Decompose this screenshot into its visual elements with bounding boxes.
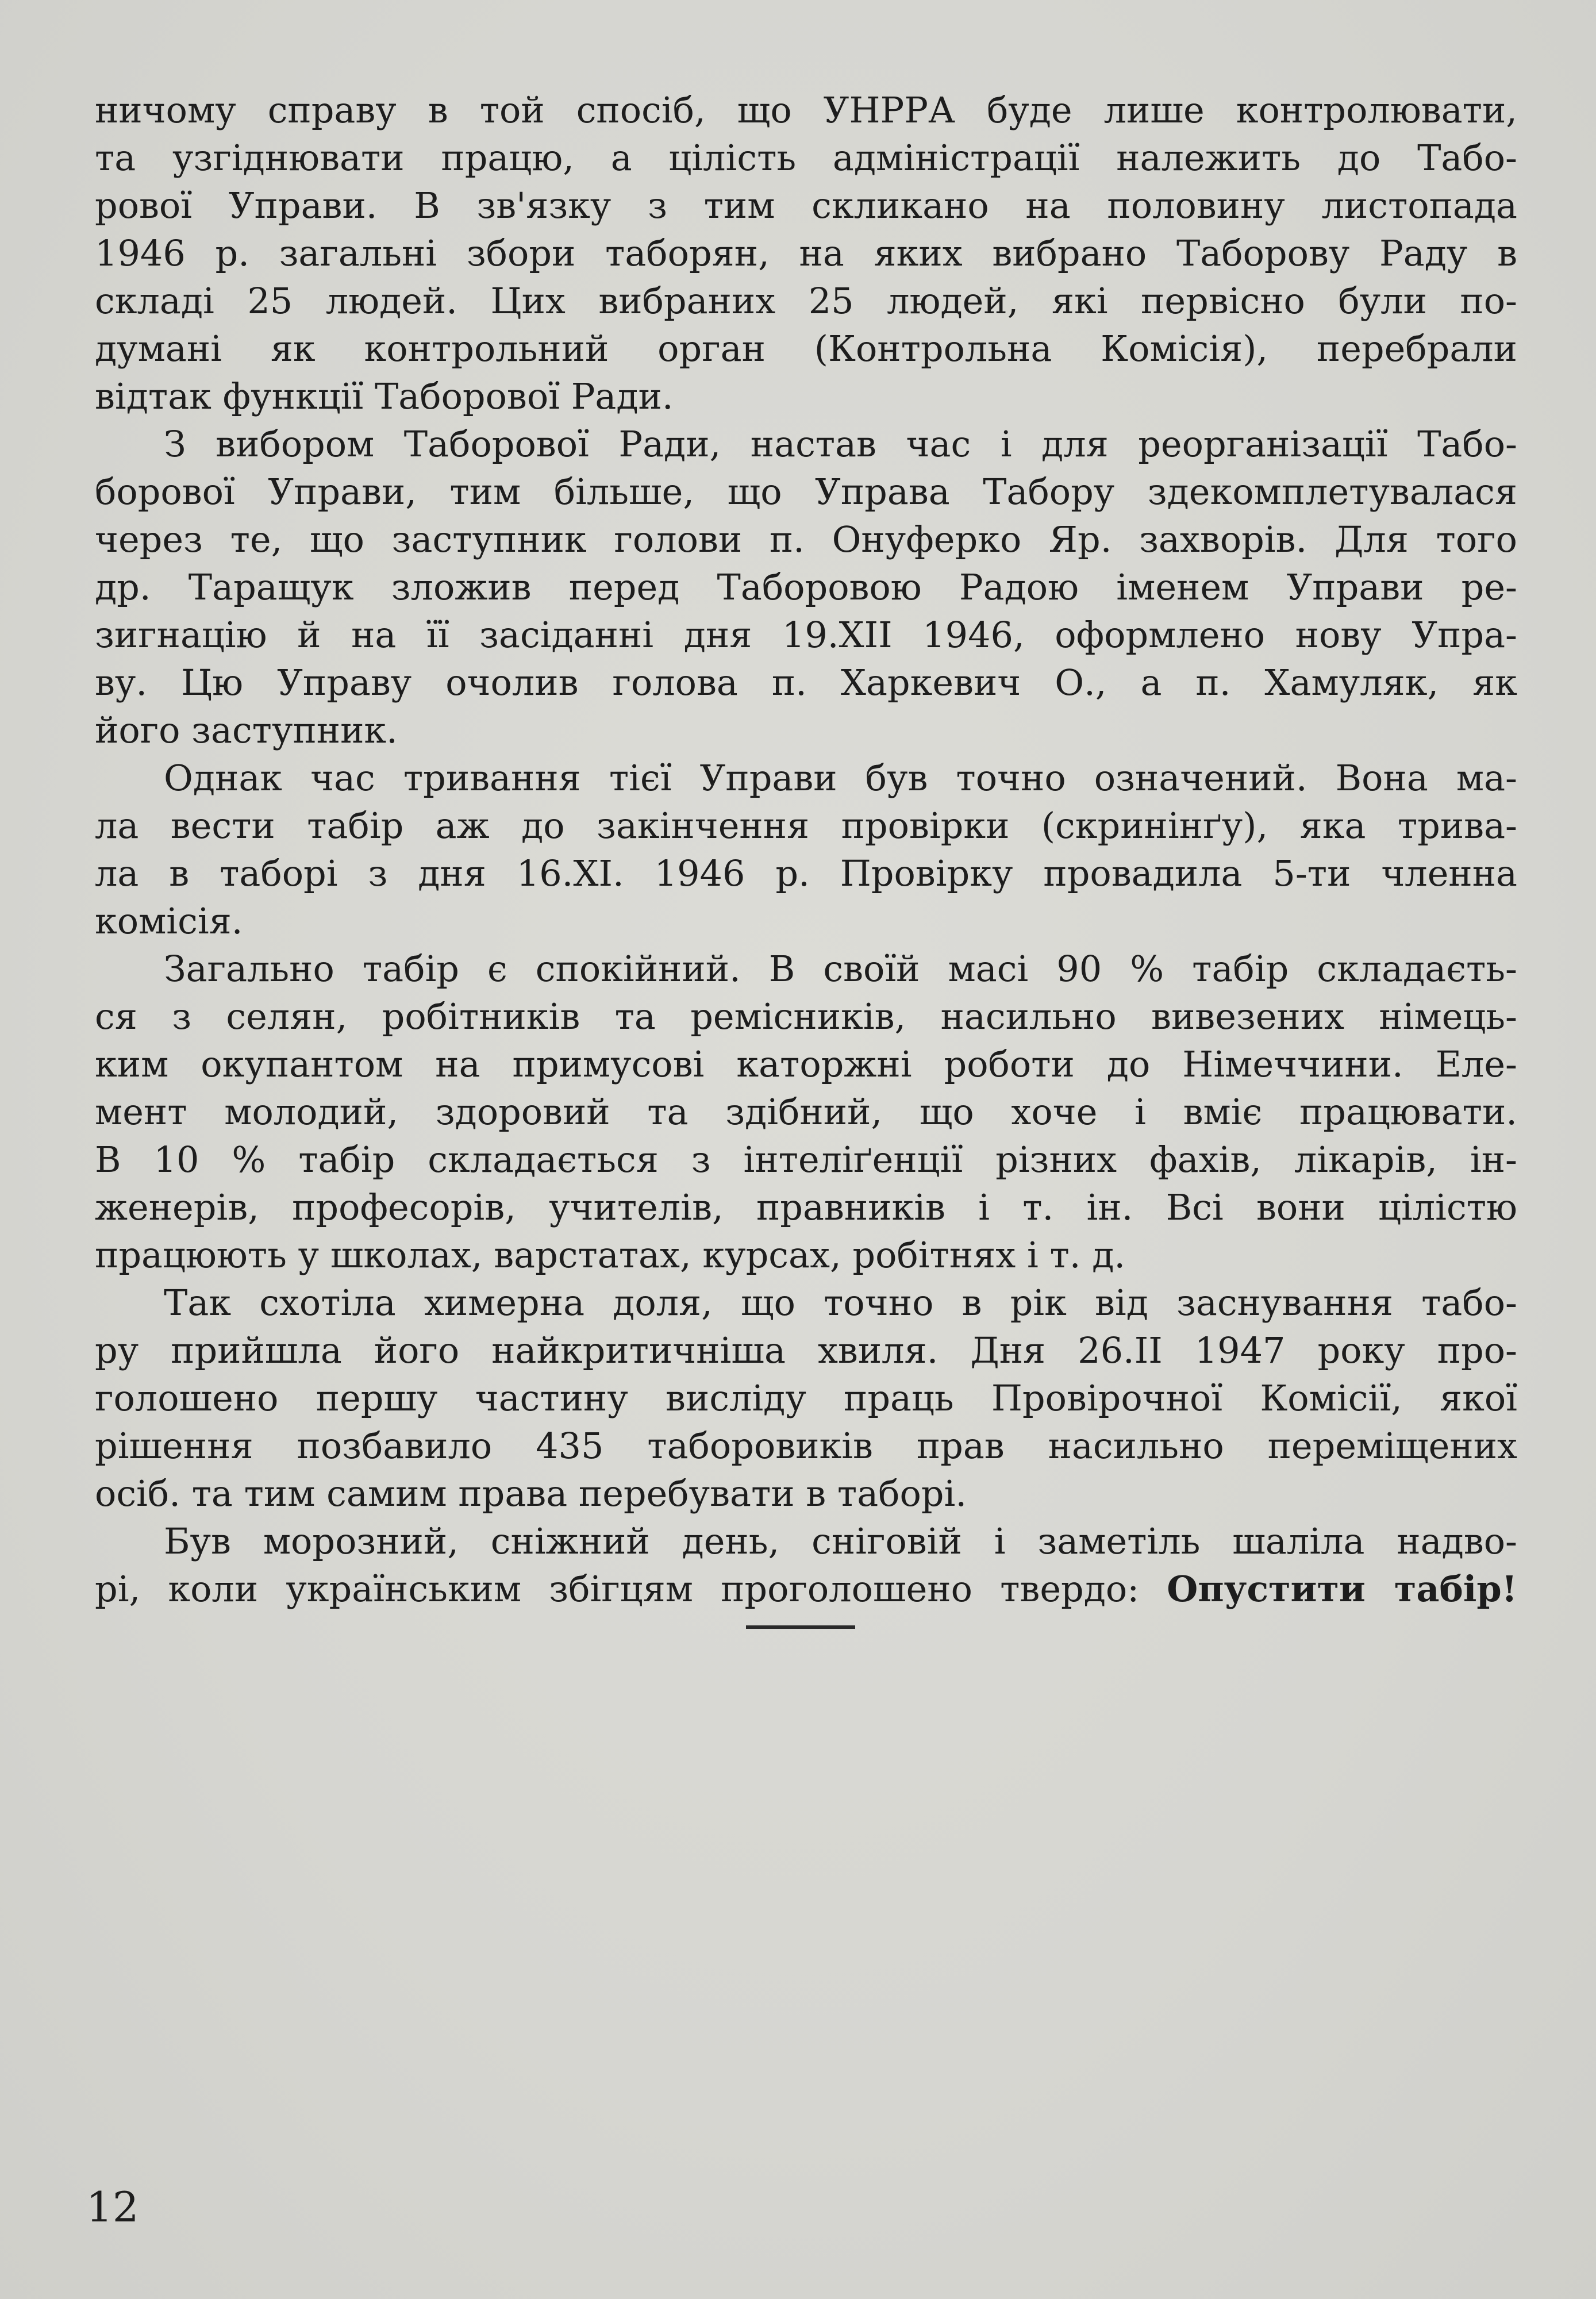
text-line-start: рі, коли українським збігцям проголошено твердо: bbox=[95, 1568, 1140, 1610]
text-line: ву. Цю Управу очолив голова п. Харкевич О., а п. Хамуляк, як bbox=[95, 662, 1517, 703]
text-line: зигнацію й на її засіданні дня 19.XII 1946, оформлено нову Упра- bbox=[95, 614, 1517, 656]
section-end-rule bbox=[746, 1625, 855, 1629]
paragraph bbox=[95, 420, 1517, 754]
text-line: 1946 р. загальні збори таборян, на яких вибрано Таборову Раду в bbox=[95, 232, 1517, 274]
text-line: ким окупантом на примусові каторжні роботи до Німеччини. Еле- bbox=[95, 1043, 1517, 1085]
text-line: ся з селян, робітників та ремісників, насильно вивезених німець- bbox=[95, 995, 1517, 1037]
text-line: борової Управи, тим більше, що Управа Табору здекомплетувалася bbox=[95, 471, 1517, 513]
text-line: рової Управи. В зв'язку з тим скликано на половину листопада bbox=[95, 184, 1517, 226]
text-line: ла в таборі з дня 16.XI. 1946 р. Провірку провадила 5-ти членна bbox=[95, 852, 1517, 894]
text-line: осіб. та тим самим права перебувати в таборі. bbox=[95, 1473, 967, 1514]
text-line: через те, що заступник голови п. Онуферко Яр. захворів. Для того bbox=[95, 518, 1517, 560]
text-line: відтак функції Таборової Ради. bbox=[95, 375, 674, 417]
body-text bbox=[95, 86, 1517, 1613]
closing-exclamation: Опустити табір! bbox=[1167, 1568, 1517, 1610]
paragraph bbox=[95, 86, 1517, 420]
paragraph bbox=[95, 1517, 1517, 1613]
text-line: В 10 % табір складається з інтеліґенції різних фахів, лікарів, ін- bbox=[95, 1139, 1517, 1181]
text-line: Був морозний, сніжний день, сніговій і заметіль шаліла надво- bbox=[164, 1520, 1517, 1562]
text-line: та узгіднювати працю, а цілість адміністрації належить до Табо- bbox=[95, 137, 1517, 179]
text-line bbox=[95, 1565, 1517, 1613]
text-line: складі 25 людей. Цих вибраних 25 людей, які первісно були по- bbox=[95, 280, 1517, 322]
text-line: ла вести табір аж до закінчення провірки (скринінґу), яка трива- bbox=[95, 805, 1517, 847]
text-line: працюють у школах, варстатах, курсах, робітнях і т. д. bbox=[95, 1234, 1126, 1276]
page-number: 12 bbox=[86, 2183, 139, 2231]
paragraph bbox=[95, 945, 1517, 1279]
text-line: голошено першу частину висліду праць Провірочної Комісії, якої bbox=[95, 1377, 1517, 1419]
paragraph bbox=[95, 754, 1517, 945]
text-line: думані як контрольний орган (Контрольна Комісія), перебрали bbox=[95, 328, 1517, 370]
text-line: др. Таращук зложив перед Таборовою Радою іменем Управи ре- bbox=[95, 566, 1517, 608]
text-line: ру прийшла його найкритичніша хвиля. Дня 26.II 1947 року про- bbox=[95, 1329, 1517, 1371]
text-line: женерів, професорів, учителів, правників і т. ін. Всі вони цілістю bbox=[95, 1186, 1517, 1228]
text-line: рішення позбавило 435 таборовиків прав насильно переміщених bbox=[95, 1425, 1517, 1467]
text-line: З вибором Таборової Ради, настав час і для реорганізації Табо- bbox=[164, 423, 1517, 465]
text-line: Однак час тривання тієї Управи був точно означений. Вона ма- bbox=[164, 757, 1517, 799]
text-line: мент молодий, здоровий та здібний, що хоче і вміє працювати. bbox=[95, 1091, 1517, 1133]
paragraph bbox=[95, 1279, 1517, 1517]
text-line: Загально табір є спокійний. В своїй масі 90 % табір складаєть- bbox=[164, 948, 1517, 990]
text-line: комісія. bbox=[95, 900, 243, 942]
text-line: його заступник. bbox=[95, 709, 398, 751]
text-line: ничому справу в той спосіб, що УНРРА буде лише контролювати, bbox=[95, 89, 1517, 131]
text-line: Так схотіла химерна доля, що точно в рік від заснування табо- bbox=[164, 1282, 1517, 1324]
